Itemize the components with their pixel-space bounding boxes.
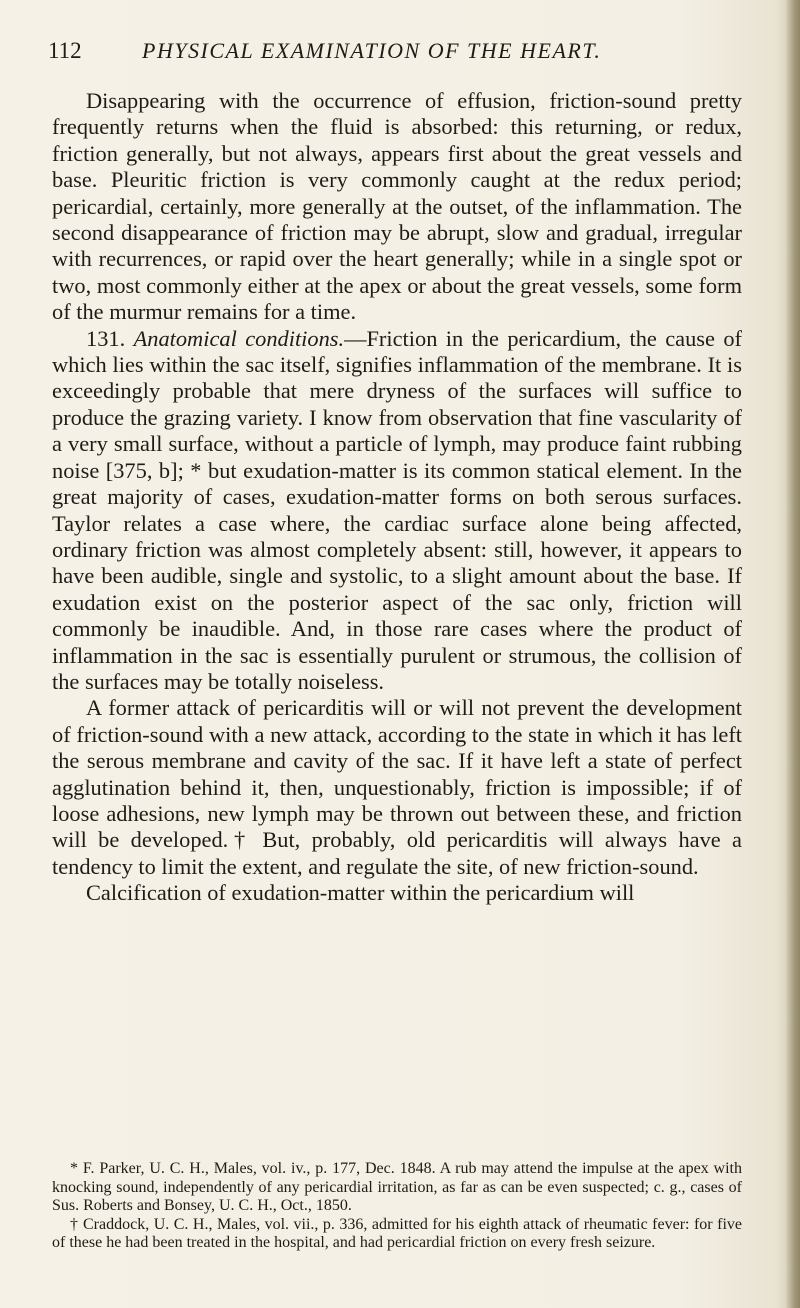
page-header xyxy=(48,38,748,68)
section-title: Anatomical conditions. xyxy=(133,325,345,351)
footnote-2: † Craddock, U. C. H., Males, vol. vii., p. 336, admitted for his eighth attack of rheumatic fever: for five of these he had been treated in the hospital, and had pericardial friction on every fresh seizure. xyxy=(52,1215,742,1252)
page-number: 112 xyxy=(48,38,82,63)
section-number: 131. xyxy=(86,325,126,351)
paragraph-4: Calcification of exudation-matter within the pericardium will xyxy=(86,880,635,906)
paragraph-2-text: —Friction in the pericardium, the cause of which lies within the sac itself, signifies inflammation of the membrane. It is exceedingly probable that mere dryness of the surfaces will suffice to produce the grazing variety. I know from observation that fine vascularity of a very small surface, without a particle of lymph, may produce faint rubbing noise [375, b]; * but exudation-matter is its common statical element. In the great majority of cases, exudation-matter forms on both serous surfaces. Taylor relates a case where, the cardiac surface alone being affected, ordinary friction was almost completely absent: still, however, it appears to have been audible, single and systolic, to a slight amount about the base. If exudation exist on the posterior aspect of the sac only, friction will commonly be inaudible. And, in those rare cases where the product of inflammation in the sac is essentially purulent or strumous, the collision of the surfaces may be totally noiseless. xyxy=(52,325,742,694)
running-head: PHYSICAL EXAMINATION OF THE HEART. xyxy=(142,38,602,63)
paragraph-1: Disappearing with the occurrence of effusion, friction-sound pretty frequently returns when the fluid is absorbed: this returning, or redux, friction generally, but not always, appears first about the great vessels and base. Pleuritic friction is very commonly caught at the redux period; pericardial, certainly, more generally at the outset, of the inflammation. The second disappearance of friction may be abrupt, slow and gradual, irregular with recurrences, or rapid over the heart generally; while in a single spot or two, most commonly either at the apex or about the great vessels, some form of the murmur remains for a time. xyxy=(52,88,742,325)
paragraph-2 xyxy=(52,326,742,696)
body-text xyxy=(52,88,742,907)
paragraph-3: A former attack of pericarditis will or will not prevent the development of friction-sound with a new attack, according to the state in which it has left the serous membrane and cavity of the sac. If it have left a state of perfect agglutination behind it, then, unquestionably, friction is impossible; if of loose adhesions, new lymph may be thrown out between these, and friction will be developed.† But, probably, old pericarditis will always have a tendency to limit the extent, and regulate the site, of new friction-sound. xyxy=(52,695,742,879)
page-edge xyxy=(786,0,800,1308)
footnotes xyxy=(52,1160,742,1253)
footnote-1: * F. Parker, U. C. H., Males, vol. iv., p. 177, Dec. 1848. A rub may attend the impulse at the apex with knocking sound, independently of any pericardial irritation, as far as can be even suspected; c. g., cases of Sus. Roberts and Bonsey, U. C. H., Oct., 1850. xyxy=(52,1160,742,1215)
